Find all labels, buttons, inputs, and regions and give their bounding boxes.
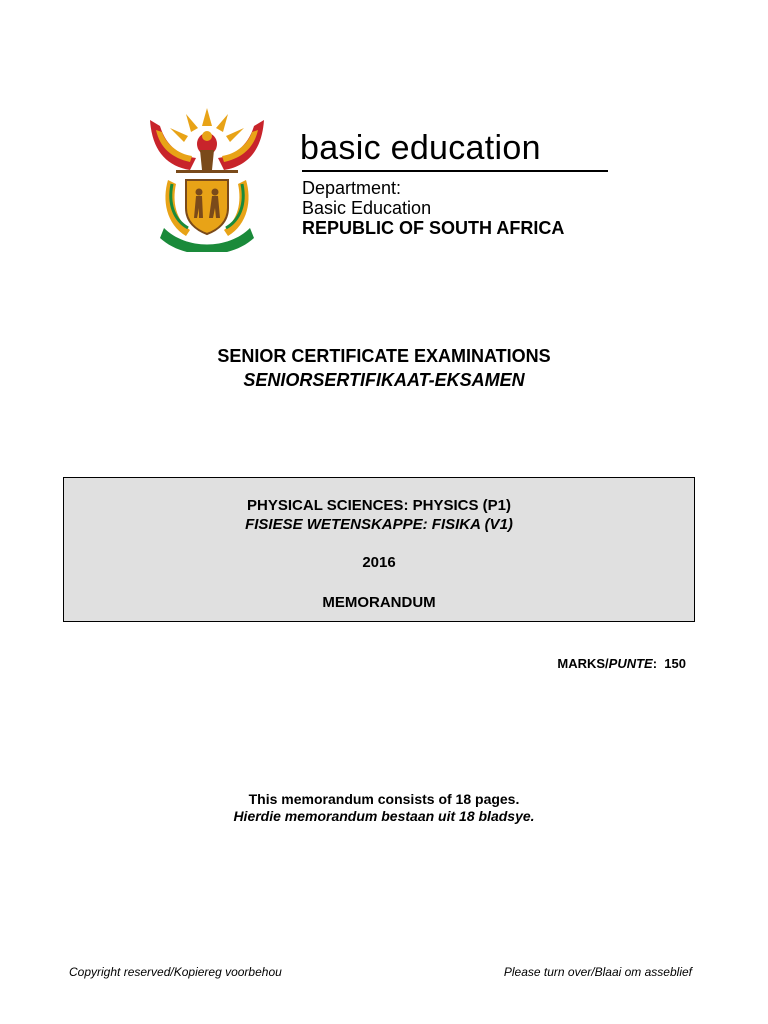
total-marks	[557, 656, 686, 672]
page-count-afrikaans: Hierdie memorandum bestaan uit 18 bladsye.	[233, 808, 535, 824]
marks-separator: :	[652, 656, 665, 671]
footer-copyright: Copyright reserved/Kopiereg voorbehou	[69, 965, 282, 979]
subject-box	[63, 477, 695, 622]
subject-title-english: PHYSICAL SCIENCES: PHYSICS (P1)	[247, 497, 511, 514]
department-label: Department:	[302, 178, 402, 198]
coat-of-arms-icon	[146, 100, 268, 252]
crest-shield	[186, 180, 228, 234]
exam-year: 2016	[362, 554, 396, 571]
exam-title-afrikaans: SENIORSERTIFIKAAT-EKSAMEN	[243, 370, 525, 390]
footer-turn-over: Please turn over/Blaai om asseblief	[503, 965, 692, 979]
marks-label-english: MARKS/	[557, 656, 609, 671]
crest-right-wing	[218, 120, 264, 170]
brand-name: basic education	[300, 129, 541, 167]
marks-label-afrikaans: PUNTE	[608, 656, 653, 671]
department-name: Basic Education	[302, 198, 432, 218]
republic-name: REPUBLIC OF SOUTH AFRICA	[302, 218, 565, 238]
crest-left-wing	[150, 120, 196, 170]
brand-divider	[302, 170, 608, 172]
page-count-english: This memorandum consists of 18 pages.	[248, 791, 520, 807]
exam-title-english: SENIOR CERTIFICATE EXAMINATIONS	[217, 346, 551, 366]
marks-value: 150	[664, 656, 686, 671]
subject-title-afrikaans: FISIESE WETENSKAPPE: FISIKA (V1)	[245, 516, 513, 533]
document-type: MEMORANDUM	[322, 594, 436, 611]
